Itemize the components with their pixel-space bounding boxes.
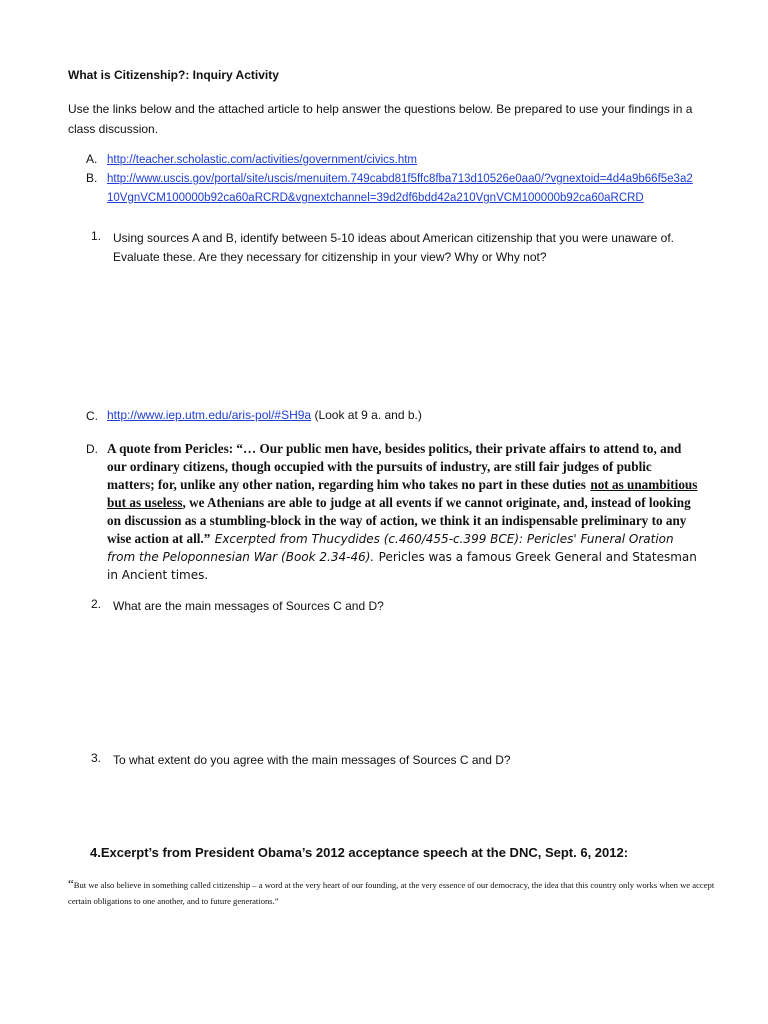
question-2-text: What are the main messages of Sources C and D? (113, 599, 384, 613)
source-c-link[interactable]: http://www.iep.utm.edu/aris-pol/#SH9a (107, 408, 312, 422)
question-2-number: 2. (91, 597, 102, 611)
source-a-label: A. (86, 152, 98, 166)
question-3-text: To what extent do you agree with the main messages of Sources C and D? (113, 753, 511, 767)
obama-heading: 4.Excerpt’s from President Obama’s 2012 acceptance speech at the DNC, Sept. 6, 2012: (90, 845, 629, 860)
source-d-label: D. (86, 442, 98, 456)
pericles-quote-block (107, 440, 702, 584)
obama-quote-text: But we also believe in something called citizenship – a word at the very heart of our founding, at the very essence of our democracy, the idea that this country only works when we accept certain obligations to one another, and to future generations.” (68, 880, 715, 906)
source-c-note: (Look at 9 a. and b.) (314, 408, 422, 422)
pericles-quote-lead: A quote from Pericles: “… Our public men have, besides politics, their private affairs to attend to, and our ordinary citizens, though occupied with the pursuits of industry, are still fair judges of public matters; for, unlike any other nation, regarding him who takes no part in these duties (107, 441, 682, 492)
question-1-text: Using sources A and B, identify between 5-10 ideas about American citizenship that you were unaware of. Evaluate these. Are they necessary for citizenship in your view? Why or Why not? (113, 231, 674, 264)
question-1-number: 1. (91, 229, 102, 243)
pericles-citation: Excerpted from Thucydides (c.460/455-c.399 BCE): Pericles' Funeral Oration from the Peloponnesian War (Book 2.34-46). (107, 532, 674, 564)
pericles-quote-tail: , we Athenians are able to judge at all events if we cannot originate, and, instead of looking on discussion as a stumbling-block in the way of action, we think it an indispensable preliminary to any wise action at all.” (107, 495, 691, 546)
source-c-label: C. (86, 409, 98, 423)
source-b-label: B. (86, 171, 98, 185)
obama-open-quote: “ (68, 876, 74, 891)
obama-quote (68, 876, 718, 909)
source-b-link[interactable]: http://www.uscis.gov/portal/site/uscis/menuitem.749cabd81f5ffc8fba713d10526e0aa0/?vgnextoid=4d4a9b66f5e3a210VgnVCM100000b92ca60aRCRD&vgnextchannel=39d2df6bdd42a210VgnVCM100000b92ca60aRCRD (107, 173, 693, 204)
source-a-link[interactable]: http://teacher.scholastic.com/activities/government/civics.htm (107, 154, 417, 166)
intro-text: Use the links below and the attached article to help answer the questions below. Be prepared to use your findings in a class discussion. (68, 102, 693, 136)
page-title: What is Citizenship?: Inquiry Activity (68, 68, 279, 82)
pericles-quote-underlined: not as unambitious but as useless (107, 477, 698, 510)
pericles-note: Pericles was a famous Greek General and Statesman in Ancient times. (107, 550, 697, 582)
question-3-number: 3. (91, 751, 102, 765)
